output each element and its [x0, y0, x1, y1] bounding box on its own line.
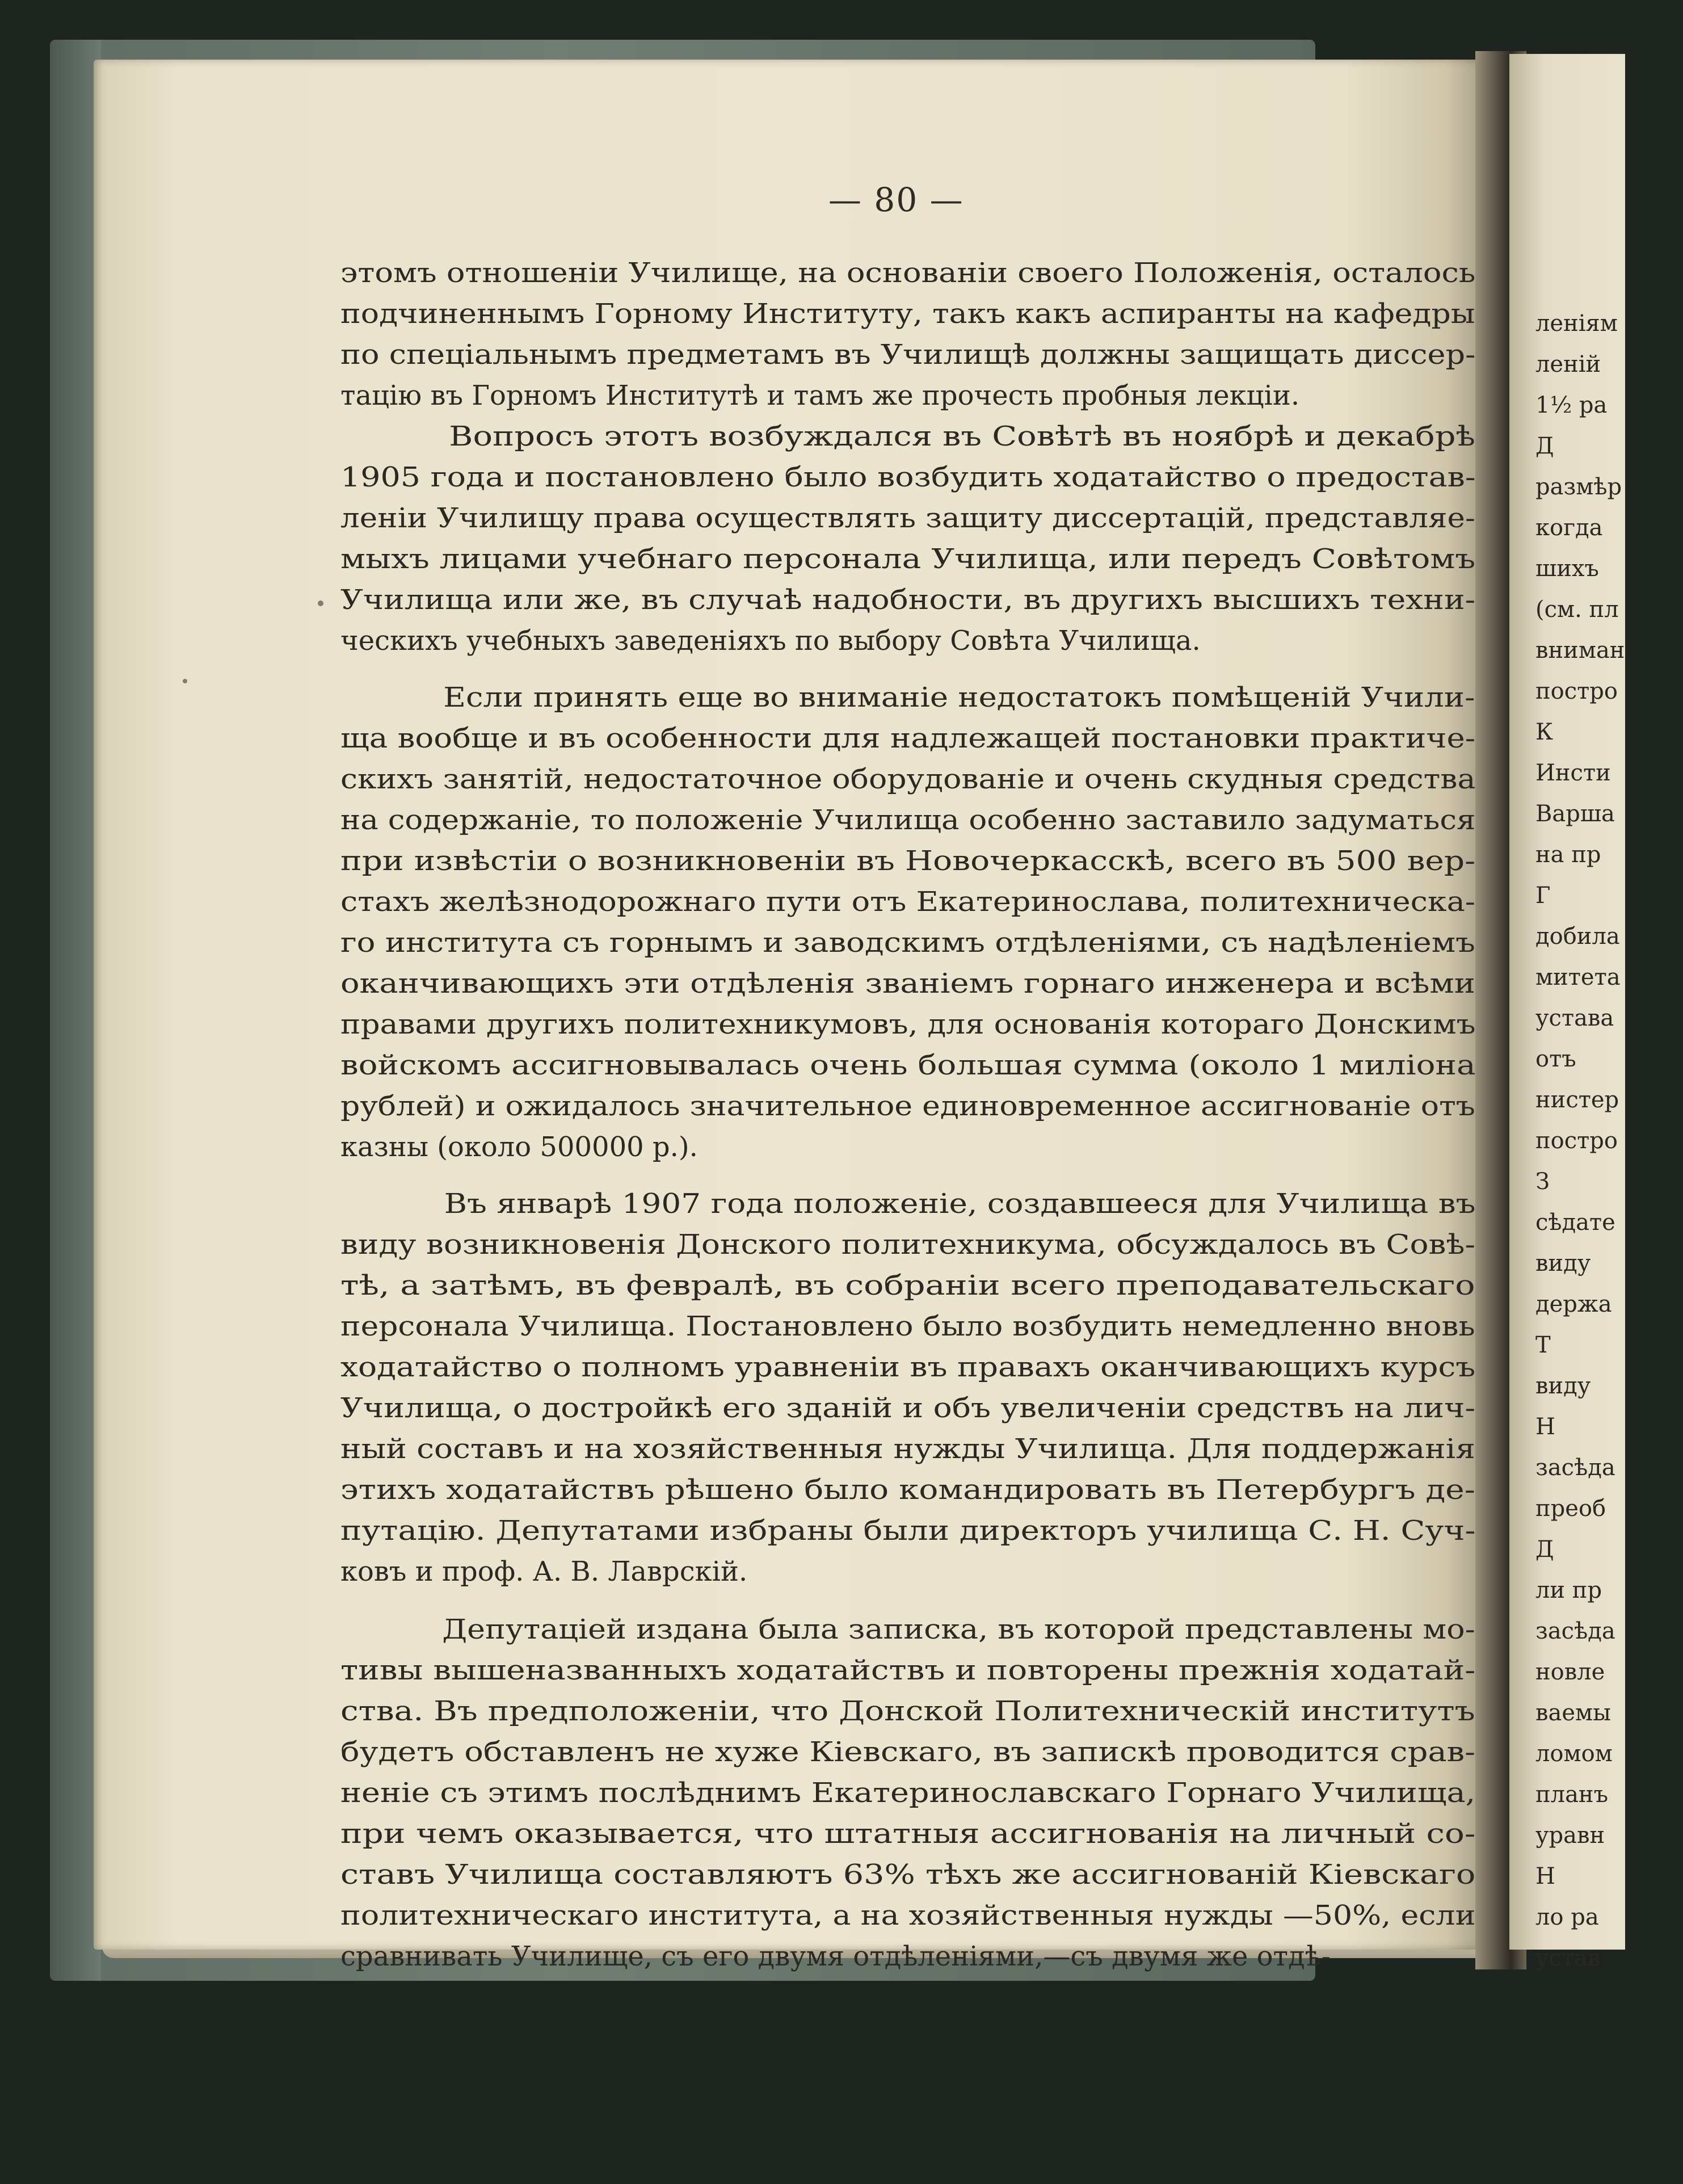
text-line: войскомъ ассигновывалась очень большая сумма (около 1 милiона [340, 1049, 1476, 1081]
text-line: ставъ Училища составляютъ 63% тѣхъ же ассигнованiй Кiевскаго [340, 1859, 1476, 1891]
text-line: при чемъ оказывается, что штатныя ассигнованiя на личный со- [340, 1818, 1476, 1850]
text-line: виду возникновенiя Донского политехникума, обсуждалось въ Совѣ- [340, 1229, 1476, 1261]
text-line: ненiе съ этимъ послѣднимъ Екатеринославскаго Горнаго Училища, [340, 1777, 1476, 1809]
text-line: Депутацiей издана была записка, въ которой представлены мо- [442, 1614, 1475, 1645]
right-page-line: Г [1535, 883, 1551, 909]
right-page-line: постро [1535, 678, 1618, 704]
right-page-line: уравн [1535, 1822, 1605, 1849]
right-page [1509, 54, 1625, 1971]
text-line: мыхъ лицами учебнаго персонала Училища, или передъ Совѣтомъ [340, 543, 1476, 575]
text-line: ленiи Училищу права осуществлять защиту диссертацiй, представляе- [340, 502, 1475, 534]
right-page-line: ло ра [1535, 1904, 1599, 1930]
right-page-line: сѣдате [1535, 1209, 1615, 1236]
right-page-line: добила [1535, 923, 1620, 950]
right-page-line: устава [1535, 1005, 1614, 1031]
right-page-line: размѣр [1535, 474, 1622, 500]
text-line: путацiю. Депутатами избраны были директоръ училища С. Н. Суч- [340, 1515, 1476, 1547]
right-page-line: Т [1535, 1332, 1551, 1358]
right-page-line: засѣда [1535, 1618, 1615, 1644]
right-page-line: Варша [1535, 801, 1615, 827]
right-page-line: на пр [1535, 842, 1601, 868]
right-page-line: виду [1535, 1373, 1591, 1399]
text-line: сравнивать Училище, съ его двумя отдѣленiями,—съ двумя же отдѣ- [340, 1941, 1331, 1972]
text-line: стахъ желѣзнодорожнаго пути отъ Екатеринослава, политехническа- [340, 886, 1476, 918]
right-page-line: устав [1535, 1945, 1601, 1971]
text-line: ковъ и проф. А. В. Лаврскiй. [340, 1556, 748, 1587]
page-number: — 80 — [828, 180, 964, 219]
right-page-line: отъ [1535, 1046, 1576, 1072]
text-line: политехническаго института, а на хозяйственныя нужды —50%, если [340, 1900, 1476, 1931]
text-line: тѣ, а затѣмъ, въ февралѣ, въ собранiи всего преподавательскаго [340, 1270, 1475, 1301]
text-line: при извѣстiи о возникновенiи въ Новочеркасскѣ, всего въ 500 вер- [340, 845, 1476, 877]
text-line: Если принять еще во вниманiе недостатокъ помѣщенiй Учили- [443, 682, 1475, 713]
right-page-line: Д [1535, 433, 1554, 459]
right-page-line: постро [1535, 1128, 1618, 1154]
right-page-line: З [1535, 1169, 1550, 1195]
text-line: правами другихъ политехникумовъ, для основанiя котораго Донскимъ [340, 1009, 1476, 1040]
text-line: Въ январѣ 1907 года положенiе, создавшееся для Училища въ [444, 1188, 1476, 1220]
text-line: Училища или же, въ случаѣ надобности, въ другихъ высшихъ техни- [340, 584, 1476, 616]
text-line: на содержанiе, то положенiе Училища особенно заставило задуматься [340, 804, 1476, 836]
text-line: ства. Въ предположенiи, что Донской Политехническiй институтъ [340, 1695, 1475, 1727]
right-page-line: засѣда [1535, 1455, 1615, 1481]
text-line: ходатайство о полномъ уравненiи въ правахъ оканчивающихъ курсъ [340, 1351, 1476, 1383]
right-page-line: Инсти [1535, 760, 1611, 786]
print-blemish [318, 600, 323, 606]
right-page-line: когда [1535, 515, 1603, 541]
text-line: казны (около 500000 р.). [340, 1131, 698, 1163]
text-line: ный составъ и на хозяйственныя нужды Училища. Для поддержанiя [340, 1433, 1475, 1465]
right-page-line: митета [1535, 964, 1621, 990]
text-line: ческихъ учебныхъ заведенiяхъ по выбору Совѣта Училища. [340, 625, 1201, 657]
right-page-line: нистер [1535, 1087, 1619, 1113]
print-blemish [183, 679, 187, 683]
text-line: тацiю въ Горномъ Институтѣ и тамъ же прочесть пробныя лекцiи. [340, 380, 1300, 411]
right-page-line: новле [1535, 1659, 1605, 1685]
right-page-line: Д [1535, 1536, 1554, 1563]
right-page-line: держа [1535, 1291, 1612, 1317]
text-line: 1905 года и постановлено было возбудить ходатайство о предостав- [340, 461, 1476, 493]
right-page-line: 1½ ра [1535, 392, 1608, 418]
text-line: будетъ обставленъ не хуже Кiевскаго, въ запискѣ проводится срав- [340, 1736, 1476, 1768]
right-page-line: К [1535, 719, 1553, 745]
text-line: ща вообще и въ особенности для надлежащей постановки практиче- [340, 723, 1476, 754]
text-line: Училища, о достройкѣ его зданiй и объ увеличенiи средствъ на лич- [340, 1392, 1476, 1424]
text-line: этомъ отношенiи Училище, на основанiи своего Положенiя, осталось [340, 257, 1476, 289]
right-page-line: ли пр [1535, 1577, 1602, 1603]
text-line: рублей) и ожидалось значительное единовременное ассигнованiе отъ [340, 1090, 1475, 1122]
text-line: тивы вышеназванныхъ ходатайствъ и повторены прежнiя ходатай- [340, 1654, 1476, 1686]
text-line: по спецiальнымъ предметамъ въ Училищѣ должны защищать диссер- [340, 339, 1476, 371]
right-page-line: ленiй [1535, 351, 1601, 377]
text-line: этихъ ходатайствъ рѣшено было командировать въ Петербургъ де- [340, 1474, 1475, 1506]
text-line: Вопросъ этотъ возбуждался въ Совѣтѣ въ ноябрѣ и декабрѣ [449, 421, 1476, 452]
right-page-line: шихъ [1535, 556, 1599, 582]
right-page-line: ленiям [1535, 310, 1618, 337]
right-page-line: Н [1535, 1414, 1555, 1440]
right-page-line: виду [1535, 1250, 1591, 1276]
right-page-line: планъ [1535, 1782, 1609, 1808]
right-page-line: (см. пл [1535, 597, 1619, 623]
text-line: го института съ горнымъ и заводскимъ отдѣленiями, съ надѣленiемъ [340, 927, 1475, 959]
text-line: скихъ занятiй, недостаточное оборудованiе и очень скудныя средства [340, 763, 1476, 795]
text-line: подчиненнымъ Горному Институту, такъ какъ аспиранты на кафедры [340, 298, 1475, 330]
right-page-line: ломом [1535, 1741, 1613, 1767]
right-page-line: преоб [1535, 1496, 1606, 1522]
text-line: персонала Училища. Постановлено было возбудить немедленно вновь [340, 1311, 1475, 1342]
right-page-line: Н [1535, 1863, 1555, 1889]
right-page-line: вниман [1535, 637, 1625, 663]
text-line: оканчивающихъ эти отдѣленiя званiемъ горнаго инженера и всѣми [340, 968, 1475, 999]
right-page-line: ваемы [1535, 1700, 1611, 1726]
